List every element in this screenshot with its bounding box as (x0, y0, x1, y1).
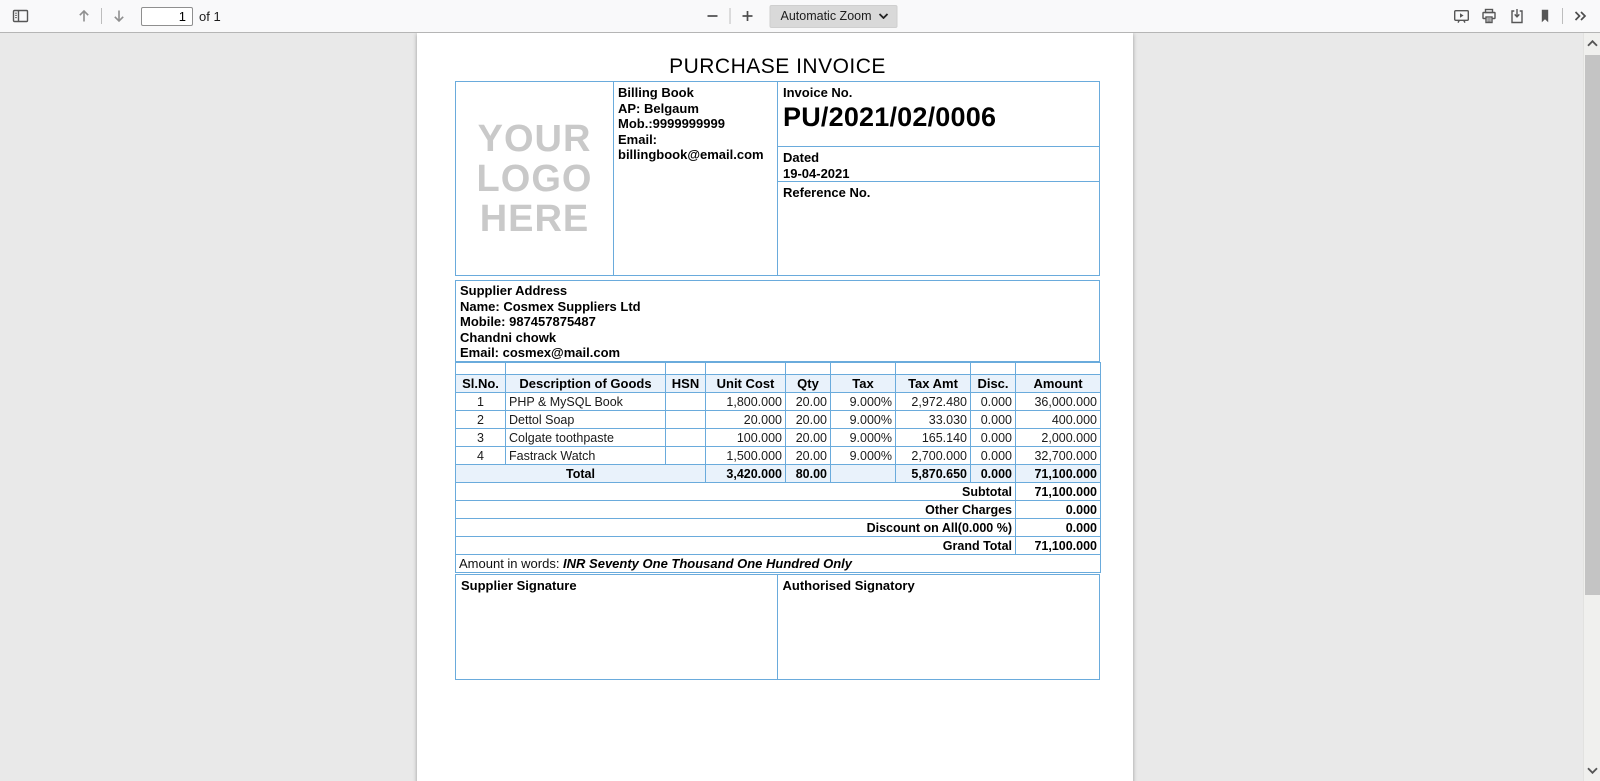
table-header-row (456, 375, 1101, 393)
next-page-button[interactable] (105, 3, 133, 29)
item-cell: Fastrack Watch (506, 447, 666, 465)
item-cell (666, 429, 706, 447)
item-cell: 0.000 (971, 393, 1016, 411)
chevron-down-icon (879, 13, 889, 19)
page-count-label: of 1 (199, 8, 221, 24)
item-cell: 36,000.000 (1016, 393, 1101, 411)
amount-in-words-value: INR Seventy One Thousand One Hundred Only (563, 556, 852, 571)
item-row (456, 429, 1101, 447)
item-cell: 1,500.000 (706, 447, 786, 465)
item-cell: 2,700.000 (896, 447, 971, 465)
column-header: Unit Cost (706, 375, 786, 393)
bookmark-button[interactable] (1531, 3, 1559, 29)
zoom-out-button[interactable] (699, 3, 727, 29)
item-cell: 100.000 (706, 429, 786, 447)
item-cell (666, 393, 706, 411)
invoice-meta (778, 82, 1099, 275)
supplier-signature-cell (456, 575, 778, 679)
dated-value: 19-04-2021 (783, 166, 850, 181)
supplier-signature-label: Supplier Signature (461, 578, 577, 593)
item-cell: 0.000 (971, 447, 1016, 465)
item-cell: 20.000 (706, 411, 786, 429)
item-cell: 2 (456, 411, 506, 429)
item-cell: Colgate toothpaste (506, 429, 666, 447)
item-cell: 0.000 (971, 429, 1016, 447)
item-cell: 1,800.000 (706, 393, 786, 411)
toolbar-separator (1562, 8, 1563, 24)
page-up-icon (76, 8, 92, 24)
total-cell: 80.00 (786, 465, 831, 483)
logo-placeholder-line: HERE (479, 197, 590, 240)
pdf-page (417, 33, 1133, 781)
summary-value: 0.000 (1016, 519, 1101, 537)
column-header: Tax (831, 375, 896, 393)
presentation-mode-icon (1453, 8, 1470, 24)
total-cell: 3,420.000 (706, 465, 786, 483)
reference-label: Reference No. (783, 185, 871, 200)
print-button[interactable] (1475, 3, 1503, 29)
item-cell: 20.00 (786, 447, 831, 465)
sidebar-toggle-icon (12, 8, 29, 24)
more-tools-button[interactable] (1566, 3, 1594, 29)
item-cell: 20.00 (786, 429, 831, 447)
billing-line: Billing Book (618, 85, 694, 100)
sidebar-toggle-button[interactable] (6, 3, 34, 29)
spacer-cell (506, 363, 666, 375)
spacer-cell (786, 363, 831, 375)
reference-section (778, 182, 1099, 275)
item-cell: 20.00 (786, 411, 831, 429)
spacer-cell (831, 363, 896, 375)
summary-row (456, 501, 1101, 519)
invoice-no-label: Invoice No. (783, 85, 853, 100)
summary-label: Grand Total (456, 537, 1016, 555)
item-cell: 9.000% (831, 411, 896, 429)
previous-page-button[interactable] (70, 3, 98, 29)
invoice-no-value: PU/2021/02/0006 (783, 102, 997, 132)
supplier-address-box (455, 280, 1100, 362)
invoice-header-box (455, 81, 1100, 276)
item-cell: 0.000 (971, 411, 1016, 429)
item-cell: 165.140 (896, 429, 971, 447)
supplier-line: Chandni chowk (460, 329, 557, 345)
item-cell: 2,000.000 (1016, 429, 1101, 447)
item-cell: 2,972.480 (896, 393, 971, 411)
total-cell: 0.000 (971, 465, 1016, 483)
spacer-cell (1016, 363, 1101, 375)
item-cell: 4 (456, 447, 506, 465)
bookmark-icon (1537, 8, 1553, 24)
total-label: Total (456, 465, 706, 483)
billing-line: billingbook@email.com (618, 147, 764, 163)
item-cell: 33.030 (896, 411, 971, 429)
vertical-scrollbar[interactable] (1583, 33, 1600, 781)
supplier-line: Email: cosmex@mail.com (460, 345, 621, 361)
amount-in-words-label: Amount in words: (459, 556, 564, 571)
summary-value: 71,100.000 (1016, 537, 1101, 555)
column-header: Amount (1016, 375, 1101, 393)
billing-line: Email: (618, 131, 658, 147)
authorised-signatory-label: Authorised Signatory (782, 578, 915, 593)
item-cell (666, 447, 706, 465)
dated-label: Dated (783, 150, 820, 165)
zoom-select-value: Automatic Zoom (780, 9, 872, 23)
page-number-input[interactable] (141, 7, 193, 26)
summary-value: 71,100.000 (1016, 483, 1101, 501)
item-cell: PHP & MySQL Book (506, 393, 666, 411)
toolbar-center-group (699, 3, 898, 29)
column-header: Disc. (971, 375, 1016, 393)
logo-placeholder (456, 82, 614, 275)
item-cell: 1 (456, 393, 506, 411)
column-header: Description of Goods (506, 375, 666, 393)
billing-info (614, 82, 778, 275)
toolbar-separator (101, 8, 102, 24)
item-cell: 9.000% (831, 429, 896, 447)
zoom-out-icon (706, 9, 720, 23)
page-down-icon (111, 8, 127, 24)
logo-placeholder-line: LOGO (476, 157, 593, 200)
items-table (455, 362, 1101, 573)
signature-box (455, 574, 1100, 680)
billing-line: AP: Belgaum (618, 100, 699, 116)
toolbar-right-group (1447, 3, 1600, 29)
item-cell: Dettol Soap (506, 411, 666, 429)
total-cell: 71,100.000 (1016, 465, 1101, 483)
logo-placeholder-line: YOUR (477, 117, 592, 160)
amount-in-words-row (456, 555, 1101, 573)
item-cell: 9.000% (831, 447, 896, 465)
pdf-toolbar (0, 0, 1600, 33)
scroll-down-icon[interactable] (1584, 762, 1600, 779)
item-cell: 20.00 (786, 393, 831, 411)
zoom-select[interactable] (770, 5, 898, 28)
amount-in-words-cell (456, 555, 1101, 573)
item-cell: 400.000 (1016, 411, 1101, 429)
item-cell: 3 (456, 429, 506, 447)
invoice-title: PURCHASE INVOICE (669, 55, 886, 78)
summary-value: 0.000 (1016, 501, 1101, 519)
save-button[interactable] (1503, 3, 1531, 29)
print-icon (1481, 8, 1497, 24)
spacer-cell (666, 363, 706, 375)
item-cell: 32,700.000 (1016, 447, 1101, 465)
pdf-viewer-area (0, 33, 1600, 781)
total-row (456, 465, 1101, 483)
spacer-cell (896, 363, 971, 375)
item-row (456, 447, 1101, 465)
item-row (456, 411, 1101, 429)
presentation-mode-button[interactable] (1447, 3, 1475, 29)
summary-label: Discount on All(0.000 %) (456, 519, 1016, 537)
spacer-cell (456, 363, 506, 375)
scrollbar-thumb[interactable] (1585, 55, 1600, 595)
column-header: Tax Amt (896, 375, 971, 393)
item-row (456, 393, 1101, 411)
invoice-date-section (778, 147, 1099, 182)
authorised-signatory-cell (778, 575, 1100, 679)
summary-row (456, 483, 1101, 501)
supplier-line: Name: Cosmex Suppliers Ltd (460, 298, 641, 314)
column-header: Qty (786, 375, 831, 393)
summary-row (456, 537, 1101, 555)
zoom-in-icon (741, 9, 755, 23)
spacer-cell (706, 363, 786, 375)
scroll-up-icon[interactable] (1584, 35, 1600, 52)
item-cell: 9.000% (831, 393, 896, 411)
spacer-cell (971, 363, 1016, 375)
summary-row (456, 519, 1101, 537)
table-spacer-row (456, 363, 1101, 375)
item-cell (666, 411, 706, 429)
supplier-heading: Supplier Address (460, 283, 568, 298)
invoice-number-section (778, 82, 1099, 147)
column-header: Sl.No. (456, 375, 506, 393)
more-tools-icon (1572, 8, 1588, 24)
summary-label: Other Charges (456, 501, 1016, 519)
total-cell (831, 465, 896, 483)
toolbar-left-group (0, 3, 225, 29)
billing-line: Mob.:9999999999 (618, 116, 725, 132)
save-icon (1509, 8, 1525, 24)
column-header: HSN (666, 375, 706, 393)
zoom-in-button[interactable] (734, 3, 762, 29)
toolbar-separator (730, 8, 731, 24)
summary-label: Subtotal (456, 483, 1016, 501)
supplier-line: Mobile: 987457875487 (460, 314, 596, 330)
total-cell: 5,870.650 (896, 465, 971, 483)
